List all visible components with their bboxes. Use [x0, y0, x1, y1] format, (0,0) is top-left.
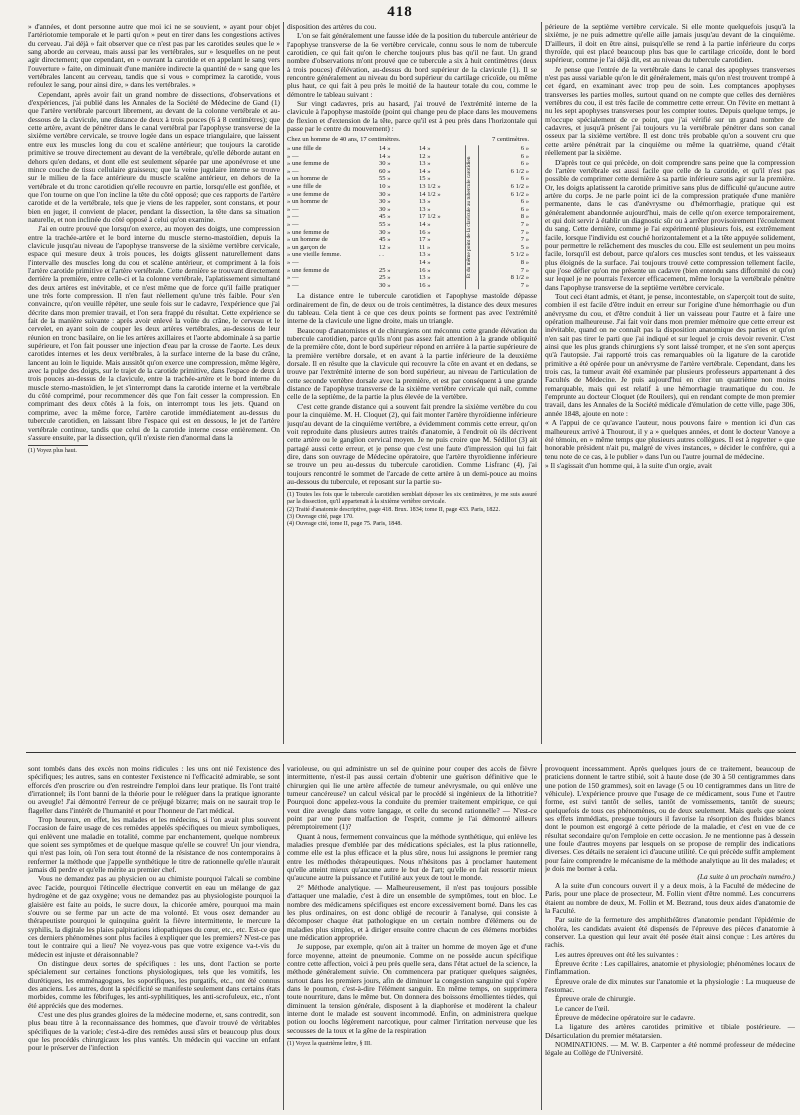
paragraph: Trop heureux, en effet, les malades et les médecins, si l'on avait plus souvent l'occasion de faire usage de ces remèdes appelés spécifiques ou mieux symboliques, qui enlèvent une maladie en totalité, comme par enchantement, quelque nombreux que soient ses symptômes et de quelque masque qu'elle se couvre! Un jour viendra, qui n'est pas loin, où l'on sera tout étonné de la résistance de nos contemporains à renfermer la méthode que j'appelle synthétique le titre de rationnelle qu'elle n'aurait jamais dû perdre et qu'elle mérite au premier chef. [28, 815, 280, 875]
table-row-right [479, 251, 537, 259]
news-paragraph: Par suite de la fermeture des amphithéâtres d'anatomie pendant l'épidémie de choléra, les candidats avaient été dispensés de l'épreuve des pièces d'anatomie à conserver. La question qui leur avait été posée était ainsi conçue : Les artères du rachis. [545, 915, 795, 950]
continuation-note: (La suite à un prochain numéro.) [697, 872, 795, 882]
footnote: (4) Ouvrage cité, tome II, page 75. Paris, 1848. [287, 521, 402, 528]
table-cell-desc: » un garçon de [287, 243, 326, 251]
table-row [287, 259, 465, 267]
paragraph: La distance entre le tubercule carotidien et l'apophyse mastoïde dépasse ordinairement de fin, de deux ou de trois centimètres, la distance des deux mesures du tableau. Cela tient à ce que ces deux points se forment pas avec l'extrémité interne de la clavicule une ligne droite, mais un triangle. [287, 291, 537, 326]
table-cell-v2: 8 1/2 » [510, 274, 529, 282]
table-cell-desc: » — [287, 274, 299, 282]
table-cell-age: 10 » [379, 183, 391, 191]
paragraph: D'après tout ce qui précède, on doit comprendre sans peine que la compression de l'artère vertébrale est aussi facile que celle de la carotide, et qu'il n'est pas possible de comprimer cette dernière à sa partie inférieure sans agir sur la première. Or, les doigts aplatissent la carotide primitive sans plus de difficulté qu'aucune autre artère du corps. Je ne parle point ici de la compression pratiquée d'une manière permanente, dans le cas d'anévrysme ou d'hémorrhagie, pratique qui est généralement abandonnée aujourd'hui, mais de celle qu'on exerce temporairement, et qui doit servir à établir un diagnostic sûr ou à arrêter provisoirement l'écoulement du sang. Cette dernière, comme je l'ai expérimenté plusieurs fois, est extrêmement facile, lorsque l'individu est couché horizontalement et a la tête appuyée solidement, pour permettre le relâchement des muscles du cou. Elle est seulement un peu moins facile, lorsqu'il est debout, parce qu'alors ces muscles sont tendus, et les vaisseaux plus éloignés de la surface. J'ai toujours trouvé cette compression tellement facile, que j'ose défier qu'on me présente un cadavre (bien entendu sans difformité du cou) sur lequel je ne pourrais l'exercer efficacement, même lorsque la vertébrale pénètre dans l'apophyse transverse de la septième vertèbre cervicale. [545, 157, 795, 292]
paragraph: périeure de la septième vertèbre cervicale. Si elle monte quelquefois jusqu'à la sixième, je ne puis admettre qu'elle aille jamais jusqu'au devant de la cinquième. D'ailleurs, il doit en être ainsi, puisqu'elle se rend à la partie inférieure du corps thyroïde, qui est placé beaucoup plus bas que le cartilage cricoïde, dont le bord supérieur, comme je l'ai déjà dit, est au niveau du tubercule carotidien. [545, 23, 795, 65]
section-rule [26, 752, 796, 753]
table-cell-v2: 7 » [520, 228, 529, 236]
measurement-table [287, 136, 537, 289]
table-cell-v2: 7 » [520, 236, 529, 244]
paragraph: 2° Méthode analytique. — Malheureusement, il n'est pas toujours possible d'attaquer une maladie, c'est à dire un ensemble de symptômes, tout en bloc. Le nombre des médicamens spécifiques est encore excessivement borné. Dans les cas les plus ordinaires, on est donc obligé de recourir à l'analyse, qui consiste à décomposer chaque état pathologique en un certain nombre d'élémens ou de maladies plus simples, et à diriger ensuite contre chacun de ces élémens morbides une médication appropriée. [287, 882, 537, 942]
table-side-note: Et du même point de la clavicule au tubercule carotidien [465, 145, 479, 289]
table-cell-v2: 7 » [520, 266, 529, 274]
table-cell-desc: » une femme de [287, 266, 330, 274]
table-cell-v2: 6 1/2 » [510, 183, 529, 191]
paragraph: J'ai en outre prouvé que lorsqu'on exerce, au moyen des doigts, une compression entre la trachée-artère et le bord interne du muscle sterno-mastoïdien, depuis la clavicule jusqu'au niveau de l'apophyse transverse de la sixième vertèbre cervicale, espace qui mesure deux à trois pouces, les doigts glissent naturellement dans l'intervalle des muscles long du cou et scalène antérieur, et compriment à la fois l'artère carotide primitive et l'artère vertébrale. Cette dernière se trouvant directement derrière la première, entre celle-ci et la colonne vertébrale, l'aplatissement simultané des deux artères est inévitable, et ce n'est même que de force qu'il faille pratiquer une très forte compression. Il n'en faut réellement qu'une très faible. Pour s'en convaincre, qu'on veuille répéter, une seule fois sur le cadavre, l'expérience que j'ai décrite dans mon premier travail, et l'on sera frappé du résultat. Cette expérience se fait de la manière suivante : après avoir enlevé la voûte du crâne, le cerveau et le cervelet, en ayant soin de couper les deux artères vertébrales, au-dessous de leur réunion en tronc basilaire, on lie les artères axillaires et l'aorte abdominale à sa partie supérieure, et l'on fait pousser une injection d'eau par la crosse de l'aorte. Les deux carotides internes et les deux vertébrales, à la surface interne de la base du crâne, lancent au loin le liquide. Mais aussitôt qu'on exerce une compression, même légère, avec la pulpe des doigts, sur le trajet de la carotide primitive, dans l'espace de deux à trois pouces au-dessus de la clavicule, entre la trachée-artère et le bord interne du muscle sterno-mastoïdien, le jet s'interrompt dans la carotide interne et la vertébrale du côté comprimé, pour recommencer dès que l'on fait cesser la compression. En comprimant des deux côtés à la fois, on interrompt tous les jets. Quand on comprime, avec la même force, l'artère carotide immédiatement au-dessus du tubercule carotidien, en laissant libre l'espace qui est en dessous, le jet de l'artère vertébrale continue, tandis que celui de la carotide interne cesse entièrement. On s'assure ensuite, par la dissection, qu'il n'existe rien d'anormal dans la [28, 224, 280, 442]
table-cell-v1: 14 » [419, 145, 431, 153]
table-row [287, 153, 465, 161]
news-paragraph: Épreuve écrite : Les capillaires, anatomie et physiologie; phénomènes locaux de l'inflammation. [545, 958, 795, 977]
table-cell-desc: » — [287, 221, 299, 228]
table-cell-v2: 6 » [520, 152, 529, 160]
table-row [287, 274, 465, 282]
table-cell-v2: 6 1/2 » [510, 190, 529, 198]
footnote-rule [287, 1038, 347, 1039]
table-cell-age: 25 » [379, 274, 391, 282]
table-row [287, 145, 465, 153]
table-cell-age: 30 » [379, 160, 391, 168]
table-cell-age: 12 » [379, 243, 391, 251]
footnote-rule [28, 445, 88, 446]
table-cell-desc: » une vieille femme. [287, 251, 342, 259]
table-cell-age: 55 » [379, 221, 391, 228]
table-row-right [479, 244, 537, 252]
table-header [287, 136, 537, 144]
table-cell-v1: 17 » [419, 236, 431, 244]
table-cell-desc: » une fille de [287, 183, 322, 191]
table-cell-v1: 13 » [419, 274, 431, 282]
footnote-rule [287, 489, 347, 490]
paragraph: disposition des artères du cou. [287, 23, 377, 31]
table-cell-desc: » — [287, 281, 299, 289]
table-cell-v2: 5 » [520, 243, 529, 251]
table-cell-age: 30 » [379, 190, 391, 198]
table-row-right [479, 221, 537, 229]
table-header-left: Chez un homme de 40 ans, 17 centimètres. [287, 136, 401, 144]
table-row-right [479, 267, 537, 275]
table-cell-v1: 13 » [419, 205, 431, 213]
table-cell-age: 45 » [379, 236, 391, 244]
table-cell-desc: » une femme de [287, 228, 330, 236]
table-cell-age: 45 » [379, 213, 391, 221]
table-cell-v2: 7 » [520, 221, 529, 228]
table-row-right [479, 153, 537, 161]
news-paragraph: NOMINATIONS. — M. W. B. Carpenter a été nommé professeur de médecine légale au Collège de l'Université. [545, 1040, 795, 1058]
table-cell-v1: 14 » [419, 258, 431, 266]
table-cell-v1: 11 » [419, 243, 431, 251]
table-row [287, 160, 465, 168]
table-cell-age: 30 » [379, 198, 391, 206]
table-cell-v2: 6 » [520, 175, 529, 183]
table-cell-v1: 14 1/2 » [419, 190, 441, 198]
news-paragraph: Le cancer de l'œil. [555, 1003, 610, 1013]
table-cell-age [379, 259, 419, 267]
feuilleton-column-1 [28, 765, 280, 1110]
table-cell-desc: » — [287, 205, 299, 213]
table-row-right [479, 206, 537, 214]
footnote: (1) Voyez la quatrième lettre, § III. [287, 1041, 372, 1047]
table-row-right [479, 213, 537, 221]
table-cell-age: 55 » [379, 175, 391, 183]
table-cell-v2: 6 » [520, 145, 529, 153]
table-cell-v1: 13 1/2 » [419, 183, 441, 191]
page-number: 418 [387, 4, 413, 20]
table-cell-v2: 6 » [520, 198, 529, 206]
table-header-right: 7 centimètres. [492, 136, 529, 144]
table-row-right [479, 282, 537, 290]
table-row [287, 244, 465, 252]
quoted-paragraph: « A l'appui de ce qu'avance l'auteur, nous pouvons faire » mention ici d'un cas malheureux arrivé à Thourout, il y a » quelques années, et dont le docteur Vanoye a été témoin, en » même temps que plusieurs autres collègues. Il est à regretter » que honorable président n'ait pu, malgré de vives instances, » décider le confrère, qui a tenu note de ce cas, à le publier » dans l'un ou l'autre journal de médecine. [545, 418, 795, 461]
table-cell-v1: 13 » [419, 251, 431, 259]
news-paragraph: La ligature des artères carotides primitive et tibiale postérieure. — Désarticulation du premier métatarsien. [545, 1022, 795, 1040]
feuilleton-column-2 [287, 765, 537, 1110]
table-cell-age: 30 » [379, 281, 391, 289]
paragraph: C'est cette grande distance qui a souvent fait prendre la sixième vertèbre du cou pour la cinquième. M. H. Cloquet (2), qui fait monter l'artère thyroïdienne inférieure jusqu'au devant de la cinquième vertèbre, a évidemment commis cette erreur, qu'on voit reproduite dans plusieurs autres traités d'anatomie, à l'endroit où ils décrivent cette artère ou le ganglion cervical moyen. Je ne puis croire que M. Sédillot (3) ait partagé aussi cette erreur, et je pense que c'est une faute d'impression qui lui fait dire, dans son ouvrage de Médecine opératoire, que l'artère thyroïdienne inférieure se trouve un peu au-dessus du tubercule carotidien. Comme Lisfranc (4), j'ai toujours rencontré le sommet de l'arcade de cette artère à un demi-pouce au moins au-dessous du tubercule, et reposant sur la partie su- [287, 401, 537, 486]
news-paragraph: Les autres épreuves ont été les suivantes : [555, 949, 679, 959]
table-cell-desc: » une femme de [287, 160, 330, 168]
table-cell-v2: 5 1/2 » [510, 251, 529, 259]
paragraph: Tout ceci étant admis, et étant, je pense, incontestable, on s'aperçoit tout de suite, combien il est facile d'être induit en erreur sur l'origine d'une hémorrhagie ou d'un anévrysme du cou, et d'être conduit à lier un vaisseau pour l'autre et à faire une opération malheureuse. J'ai fait voir dans mon premier mémoire que cette erreur est inévitable, quand on ne connaît pas la disposition anatomique des parties et qu'on n'en sait pas tirer le parti que j'ai indiqué et sur lequel je crois devoir revenir. C'est ainsi que les plus grands chirurgiens s'y sont laissé tromper, et ne s'en sont aperçus qu'à l'autopsie. J'ai rapporté trois cas remarquables où la ligature de la carotide primitive a été opérée pour un anévrysme de l'artère vertébrale. Cependant, dans les trois cas, la tumeur avait été examinée par plusieurs professeurs appartenant à des Facultés de Médecine. Je puis aujourd'hui en citer un quatrième non moins remarquable, mais qui est relatif à une hémorrhagie traumatique du cou. Je l'emprunte au docteur Cloquet (de Rouilers), qui en rendant compte de mon premier travail, dans les Annales de la Société médicale d'émulation de cette ville, page 306, année 1848, ajoute en note : [545, 292, 795, 418]
table-cell-v1: 14 » [419, 221, 431, 228]
column-rule [283, 764, 284, 1110]
news-paragraph: A la suite d'un concours ouvert il y a deux mois, à la Faculté de médecine de Paris, pour une place de prosecteur, M. Follin vient d'être nommé. Les concurrens étaient au nombre de deux, M. Follin et M. Bezrand, tous deux aides d'anatomie de la Faculté. [545, 880, 795, 915]
footnote: (3) Ouvrage cité, page 170. [287, 513, 354, 520]
footnote: (2) Traité d'anatomie descriptive, page 418. Brux. 1834; tome II, page 433. Paris, 1822. [287, 506, 500, 513]
paragraph: L'on se fait généralement une fausse idée de la position du tubercule antérieur de l'apophyse transverse de la 6e vertèbre cervicale, connu sous le nom de tubercule carotidien, ce qui fait qu'on le cherche toujours plus bas qu'il ne faut. Un grand nombre d'observations m'ont prouvé que ce tubercule a six à huit centimètres (deux à trois pouces) d'élévation, au-dessus du bord supérieur de la clavicule (1). Il se rencontre généralement au niveau du bord supérieur du cartilage cricoïde, ou même plus haut, ce qui fait à peu près le moitié de la hauteur totale du cou, comme le démontre le tableau suivant : [287, 31, 537, 99]
table-row [287, 213, 465, 221]
table-right-block [479, 145, 537, 289]
table-row [287, 168, 465, 176]
table-cell-desc: » — [287, 152, 299, 160]
paragraph: provoquent incessamment. Après quelques jours de ce traitement, beaucoup de praticiens donnent le tartre stibié, soit à haute dose (de 30 à 50 centigrammes dans une potion de 150 grammes), soit en lavage (5 ou 10 centigrammes dans un litre de véhicule). L'expérience prouve que l'usage de ce médicament, sous l'une et l'autre forme, est suivi tantôt de selles, tantôt de vomissements, tantôt de sueurs; quelquefois de tous ces phénomènes, ou de deux seulement. Mais quels que soient ses effets immédiats, presque toujours il favorise la résorption des fluides blancs dont le poumon est engorgé à cette période de la maladie, et c'est en vue de ce résultat secondaire qu'on l'emploie en cette occasion. Je ne mentionne pas à dessein une foule d'autres moyens par lesquels on se propose de remplir des indications diverses. Ces détails ne seraient ici d'aucune utilité. Ce qui précède suffit amplement pour faire comprendre le mécanisme de la méthode analytique au lit des malades; et je dois me borner à cela. [545, 765, 795, 874]
paragraph: sont tombés dans des excès non moins ridicules : les uns ont nié l'existence des spécifiques; les autres, sans en contester l'existence ni l'efficacité admirable, se sont efforcés d'en proscrire ou d'en restreindre l'emploi dans leur pratique. Ils l'ont traité d'irrationnel; ils l'ont banni de la théorie pour le reléguer dans la pratique ignorante ou aveugle! J'ai démontré l'erreur de ce préjugé bizarre; mais on ne saurait trop le flageller dans l'intérêt de l'humanité et pour l'honneur de l'art médical. [28, 765, 280, 815]
table-row-right [479, 160, 537, 168]
paragraph: Quant à nous, fermement convaincus que la méthode synthétique, qui enlève les maladies presque d'emblée par des médications spéciales, est la plus rationnelle, comme elle est la plus efficace et la plus sûre, nous lui assignons le premier rang entre les méthodes thérapeutiques. Nous n'hésitons pas à proclamer hautement qu'elle atteint mieux qu'aucune autre le but de l'art; qu'elle en fait ressortir mieux qu'aucune autre la puissance et l'utilité aux yeux de tout le monde. [287, 831, 537, 883]
table-row [287, 198, 465, 206]
table-row-right [479, 168, 537, 176]
table-cell-desc: » un homme de [287, 198, 328, 206]
table-cell-desc: » — [287, 258, 299, 266]
table-cell-age: 60 » [379, 167, 391, 175]
table-cell-desc: » une fille de [287, 145, 322, 153]
table-row-right [479, 259, 537, 267]
table-cell-age: . . [379, 251, 384, 259]
news-paragraph: Épreuve orale de dix minutes sur l'anatomie et la physiologie : La muqueuse de l'estomac. [545, 976, 795, 994]
table-cell-v1: 16 » [419, 228, 431, 236]
paragraph: Beaucoup d'anatomistes et de chirurgiens ont méconnu cette grande élévation du tubercule carotidien, parce qu'ils n'ont pas assez fait attention à la grande obliquité de la première côte, dont le bord supérieur répond en arrière à la partie supérieure de la première vertèbre dorsale, et en avant à la partie inférieure de la deuxième dorsale. Il en résulte que la clavicule qui recouvre la côte en avant et en dedans, se trouve par l'extrémité interne de son bord supérieur, au niveau de l'articulation de cette seconde vertèbre dorsale avec la première, et est par conséquent à une grande distance de l'apophyse transverse de la sixième vertèbre cervicale qui naît, comme celle de la septième, de la partie la plus élevée de la vertèbre. [287, 325, 537, 402]
article-column-1 [28, 23, 280, 743]
table-row [287, 236, 465, 244]
table-cell-age: 30 » [379, 228, 391, 236]
paragraph: Sur vingt cadavres, pris au hasard, j'ai trouvé de l'extrémité interne de la clavicule à l'apophyse mastoïde (point qui change peu de place dans les mouvemens de flexion et d'extension de la tête, parce qu'il est à peu près dans l'horizontale qui passe par le centre du mouvement) : [287, 99, 537, 134]
table-row [287, 175, 465, 183]
table-cell-desc: » — [287, 167, 299, 175]
footnote: (1) Toutes les fois que le tubercule carotidien semblait déposer les six centimètres, je me suis assuré par la dissection, qu'il appartenait à la sixième vertèbre cervicale. [287, 492, 537, 506]
table-row-right [479, 229, 537, 237]
paragraph: Je pense que l'entrée de la vertébrale dans le canal des apophyses transverses n'est pas aussi variable qu'on le dit généralement, mais qu'on n'est trouvent trompé à cet égard, en examinant avec trop peu de soin. Les comptances apophyses transverses les parties molles, surtout quand on ne compte que celles des dernières vertèbres du cou, il est très facile de commettre cette erreur. On l'évite en mettant à nu les sept apophyses transverses pour les compter toutes. Depuis quelque temps, je m'occupe spécialement de ce point, que j'ai vérifié sur un grand nombre de cadavres, et jusqu'à présent j'ai toujours vu la vertébrale pénétrer dans son canal osseux par la sixième vertèbre. Il est donc très probable qu'on a souvent cru que cette artère pénétrait par la cinquième ou même la quatrième, quand c'était réellement par la sixième. [545, 64, 795, 158]
table-cell-v1: 13 » [419, 198, 431, 206]
paragraph: Vous ne demandez pas au physicien ou au chimiste pourquoi l'alcali se combine avec l'acide, pourquoi l'étincelle électrique convertit en eau un mélange de gaz hydrogène et de gaz oxygène; vous ne demandez pas au physiologiste pourquoi la glaisière est faite au poids, le sucre doux, la chicorée amère, pourquoi ma main s'ouvre ou se ferme par un acte de ma volonté. Et vous osez demander au thérapeutiste pourquoi le quinquina guérit la fièvre intermittente, le mercure la syphilis, la digitale les plaies palpitations idiopathiques du cœur, etc., etc. Est-ce que ces derniers phénomènes sont plus faciles à expliquer que les premiers? N'est-ce pas tout le contraire qui a lieu? Ne voyez-vous pas que votre exigence va-t-vis du médecin est injuste et déraisonnable? [28, 874, 280, 959]
table-row [287, 221, 465, 229]
table-cell-v1: 15 » [419, 175, 431, 183]
table-row-right [479, 198, 537, 206]
table-row [287, 183, 465, 191]
table-cell-v2: 8 » [520, 258, 529, 266]
table-row-right [479, 175, 537, 183]
table-row [287, 267, 465, 275]
table-cell-v2: 8 » [520, 213, 529, 221]
table-cell-age: 14 » [379, 152, 391, 160]
table-row [287, 229, 465, 237]
paragraph: C'est une des plus grandes gloires de la médecine moderne, et, sans contredit, son plus beau titre à la reconnaissance des hommes, que d'avoir trouvé de véritables spécifiques de la variole; c'est-à-dire des remèdes aussi sûrs et beaucoup plus doux que les procédés chirurgicaux les plus vantés. Un médecin qui vaccine un enfant pour le préserver de l'infection [28, 1009, 280, 1053]
table-cell-age: 25 » [379, 266, 391, 274]
paragraph: Je suppose, par exemple, qu'on ait à traiter un homme de moyen âge et d'une force moyenne, atteint de pneumonie. Comme on ne possède aucun spécifique contre cette affection, voici à peu près quelle sera, dans l'état actuel de la science, la méthode généralement suivie. On commencera par pratiquer quelques saignées, surtout dans les premiers jours, afin de diminuer la congestion sanguine qui s'opère dans le poumon, c'est-à-dire l'élément sanguin. En même temps, on supprimera toute nourriture, dans le même but. On donnera des boissons émollientes tièdes, qui diminuent la tension générale, disposent à la diaphorèse et modèrent la chaleur interne dont le malade est souvent incommodé. Enfin, on administrera quelque potion ou loochs légèrement narcotique, pour calmer l'irritation nerveuse que les secousses de la toux et la gêne de la respiration [287, 942, 537, 1035]
feuilleton-column-3 [545, 765, 795, 1110]
table-cell-v2: 6 1/2 » [510, 167, 529, 175]
quoted-paragraph: » Il s'agissait d'un homme qui, à la suite d'un orgie, avait [545, 460, 713, 470]
table-cell-v1: 13 » [419, 160, 431, 168]
table-cell-desc: » un homme de [287, 236, 328, 244]
table-row-right [479, 236, 537, 244]
article-column-2 [287, 23, 537, 743]
table-cell-v1: 14 » [419, 167, 431, 175]
news-paragraph: Épreuve orale de chirurgie. [555, 994, 636, 1004]
paragraph: Cependant, après avoir fait un grand nombre de dissections, d'observations et d'expériences, j'ai publié dans les Annales de la Société de Médecine de Gand (1) que l'artère vertébrale parcourt librement, au devant de la colonne vertébrale et au-dessous de la clavicule, une distance de deux à trois pouces (6 à 8 centimètres); que cette artère, avant de pénétrer dans le canal vertébral par l'apophyse transverse de la sixième vertèbre cervicale, se trouve logée dans un espace triangulaire, que laissent entre eux les muscles long du cou et scalène antérieur; que toujours la carotide primitive se trouve directement au devant de la vertébrale, qu'elle déborde autant en dehors qu'en dedans, et dont elle est seulement séparée par une aponévrose et une mince couche de tissu cellulaire graisseux; que la veine jugulaire interne se trouve sur le milieu de la face antérieure du muscle scalène antérieur, en dehors de la vertébrale et du tronc carotidien qu'elle recouvre en partie, lorsqu'elle est gonflée, et que l'on tourne on que l'on incline la tête du côté opposé; que ces rapports de l'artère carotide et de la vertébrale, tels que je viens de les rappeler, sont constans, et pour bien en juger, il convient de placer, pendant la dissection, la tête dans sa situation naturelle, et non inclinée du côté opposé à celui qu'on examine. [28, 89, 280, 224]
article-column-3 [545, 23, 795, 743]
table-cell-v1: 16 » [419, 281, 431, 289]
table-row-right [479, 145, 537, 153]
table-cell-v2: 6 » [520, 205, 529, 213]
footnote: (1) Voyez plus haut. [28, 448, 77, 455]
column-rule [541, 22, 542, 744]
table-row [287, 282, 465, 290]
table-cell-v1: 16 » [419, 266, 431, 274]
table-cell-v2: 6 » [520, 160, 529, 168]
table-row-right [479, 191, 537, 199]
table-cell-desc: » une femme de [287, 190, 330, 198]
table-cell-age: 14 » [379, 145, 391, 153]
table-row-right [479, 274, 537, 282]
column-rule [541, 764, 542, 1110]
table-cell-age: 30 » [379, 205, 391, 213]
table-row [287, 206, 465, 214]
table-row [287, 251, 465, 259]
table-cell-v1: 17 1/2 » [419, 213, 441, 221]
table-row [287, 191, 465, 199]
table-cell-v1: 12 » [419, 152, 431, 160]
paragraph: On distingue deux sortes de spécifiques : les uns, dont l'action se porte spécialement sur certaines fonctions physiologiques, tels que les vomitifs, les diurétiques, les emménagogues, les soporifiques, les purgatifs, etc., ont été connus des anciens. Les autres, dont la spécificité se manifeste seulement dans certains états morbides, comme les fébrifuges, les anti-syphilitiques, les anti-scrofuleux, etc., n'ont été appréciés que des modernes. [28, 958, 280, 1010]
table-row-right [479, 183, 537, 191]
table-cell-desc: » — [287, 213, 299, 221]
table-cell-desc: » un homme de [287, 175, 328, 183]
table-left-block [287, 145, 465, 289]
column-rule [283, 22, 284, 744]
table-cell-v2: 7 » [520, 281, 529, 289]
paragraph: » d'années, et dont personne autre que moi ici ne se souvient, » ayant pour objet l'artériotomie temporale et le parti qu'on » peut en tirer dans les congestions actives du cerveau. J'ai déjà » fait observer que ce n'est pas par les carotides seules que le » sang aborde au cerveau, mais aussi par les vertébrales, sur » lesquelles on ne peut agir directement; que cependant, en » ouvrant la carotide et en appelant le sang vers l'ouverture » faite, on diminuait d'une manière indirecte la quantité de » sang que les vertébrales lancent au cerveau, tandis que si vous » comprimez la carotide, vous refoulez le sang, pour ainsi dire, » dans les vertébrales. » [28, 23, 280, 90]
paragraph: varioleuse, ou qui administre un sel de quinine pour couper des accès de fièvre intermittente, n'est-il pas aussi certain d'obtenir une guérison définitive que le chirurgien qui lie une artère affectée de tumeur anévrysmale, ou qui enlève une tumeur cancéreuse? un calcul vésical par le procédé si ingénieux de la lithotritie? Pourquoi donc appelez-vous la conduite du premier traitement empirique, ce qui veut dire aveugle dans votre langage, et celle du second rationnelle? — N'est-ce point par une pure malfaction de l'esprit, comme je l'ai démontré ailleurs péremptoirement (1)? [287, 765, 537, 832]
news-paragraph: Épreuve de médecine opératoire sur le cadavre. [555, 1012, 696, 1022]
